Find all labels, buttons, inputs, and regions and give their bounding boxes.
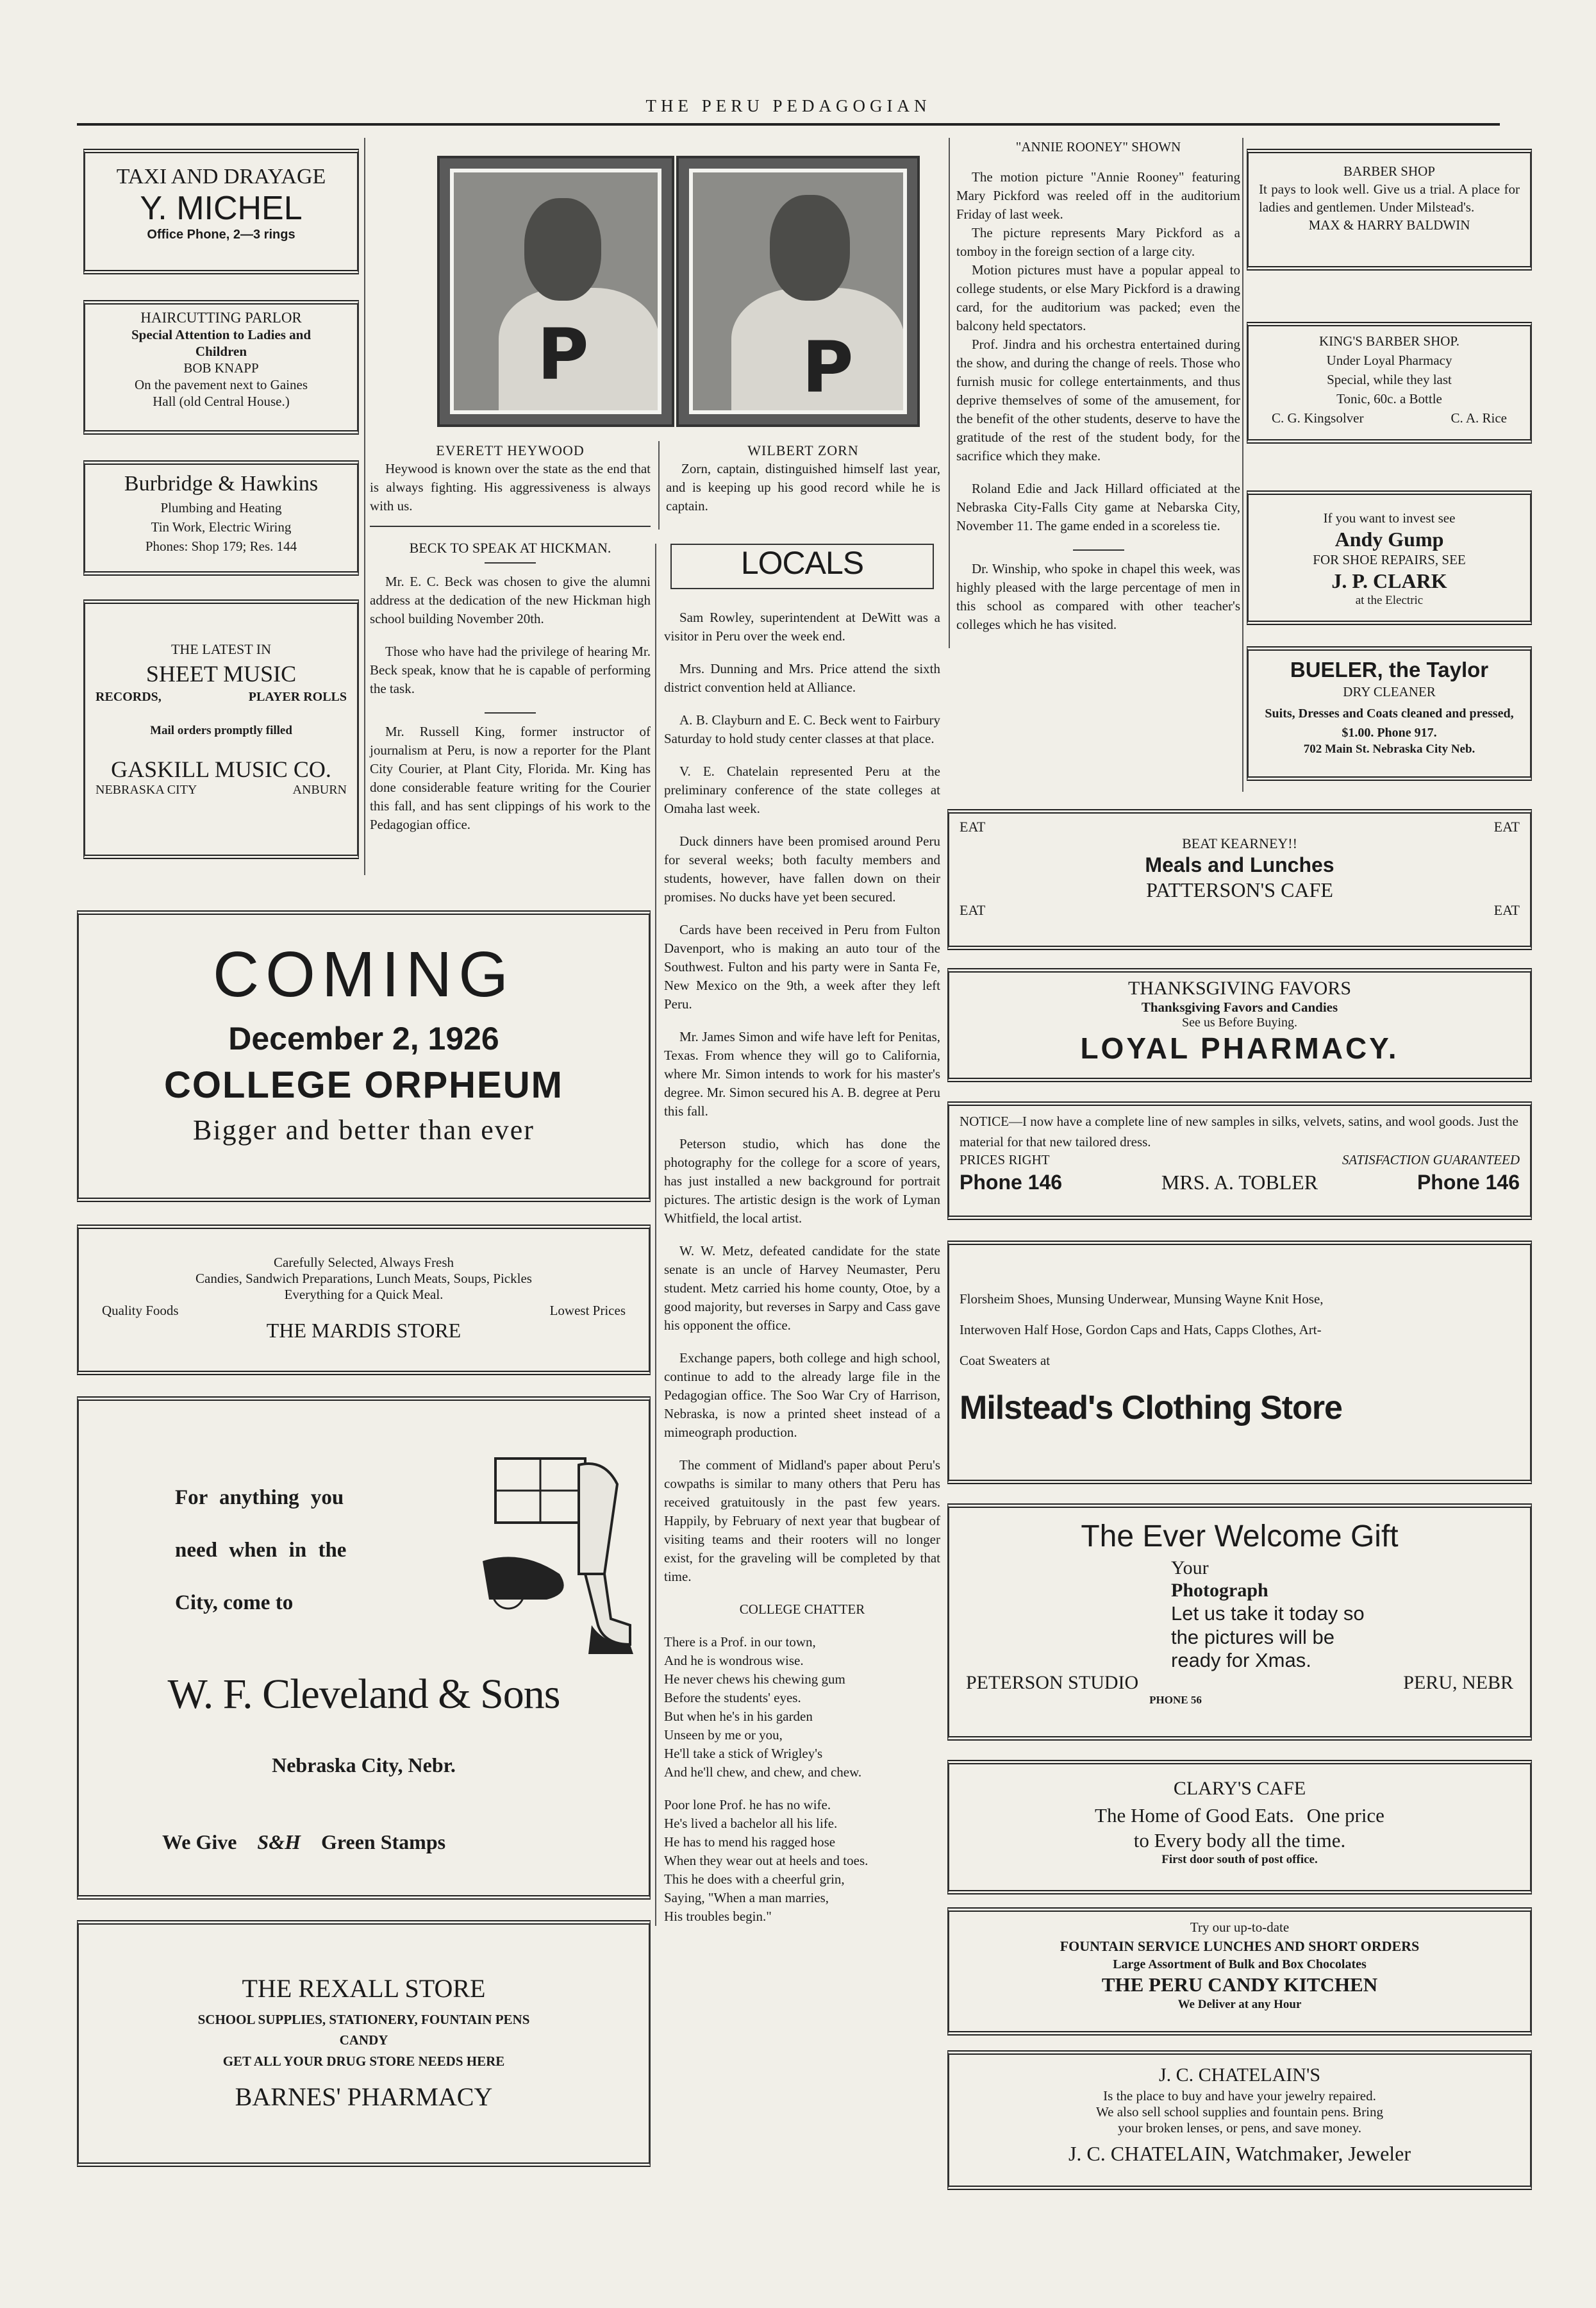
- local-item-3: V. E. Chatelain represented Peru at the preliminary conference of the state colleges at Omaha last week.: [664, 764, 940, 816]
- candy-line4: THE PERU CANDY KITCHEN: [1101, 1973, 1378, 1996]
- king-line4: Tonic, 60c. a Bottle: [1336, 391, 1442, 406]
- hair-line1: HAIRCUTTING PARLOR: [140, 310, 302, 326]
- page-header: THE PERU PEDAGOGIAN: [645, 96, 931, 115]
- bueler-ad: [1247, 646, 1532, 781]
- local-item-2: A. B. Clayburn and E. C. Beck went to Fairbury Saturday to hold study center classes at that place.: [664, 712, 940, 746]
- taxi-line1: TAXI AND DRAYAGE: [116, 165, 326, 188]
- tobler-line1: NOTICE—I now have a complete line of new samples in silks, velvets, satins, and wool goods. Just the material for that new tailored dress.: [960, 1114, 1518, 1150]
- music-line1: THE LATEST IN: [170, 641, 272, 657]
- zorn-text: Zorn, captain, distinguished himself last year, and is keeping up his good record while he is captain.: [666, 461, 940, 514]
- tobler-line2a: PRICES RIGHT: [960, 1152, 1050, 1167]
- clary-line1: CLARY'S CAFE: [1173, 1778, 1306, 1799]
- coming-line3: COLLEGE ORPHEUM: [164, 1064, 563, 1106]
- beck-p3: Mr. Russell King, former instructor of journalism at Peru, is now a reporter for the Plant City Courier, at Plant City, Florida. Mr. King has done considerable feature writing for the Courier this fall, and has sent clippings of his work to the Pedagogian office.: [370, 724, 651, 832]
- hair-line3: Children: [195, 344, 247, 359]
- barber-line1: BARBER SHOP: [1343, 163, 1435, 179]
- eat-label: EAT: [960, 902, 986, 918]
- annie-p6: Dr. Winship, who spoke in chapel this week, was highly pleased with the large percentage of men in this school as compared with other teacher's colleges which he has visited.: [956, 561, 1240, 632]
- gift-line4: Let us take it today so: [1171, 1602, 1365, 1625]
- local-item-10: The comment of Midland's paper about Peru's cowpaths is similar to many others that Peru has received gratuitously in the past few years. Happily, by February of next year that bugbear of visiting teams and their rooters will no longer exist, for the graveling will be completed by that time.: [664, 1457, 940, 1584]
- poem1-line: And he is wondrous wise.: [664, 1653, 804, 1668]
- tobler-name: MRS. A. TOBLER: [1161, 1171, 1318, 1194]
- zorn-caption-block: [658, 441, 940, 530]
- candy-kitchen-ad: [947, 1907, 1532, 2036]
- mardis-line3: Everything for a Quick Meal.: [284, 1287, 444, 1302]
- poem1-line: Unseen by me or you,: [664, 1727, 783, 1743]
- loyal-line4: LOYAL PHARMACY.: [1080, 1032, 1399, 1065]
- beck-headline: BECK TO SPEAK AT HICKMAN.: [409, 540, 611, 556]
- gift-line1: The Ever Welcome Gift: [1081, 1519, 1399, 1553]
- rexall-line4: GET ALL YOUR DRUG STORE NEEDS HERE: [222, 2053, 505, 2069]
- gump-line2: Andy Gump: [1334, 528, 1444, 551]
- burb-line2: Plumbing and Heating: [160, 500, 282, 515]
- shoes-illustration: [483, 1446, 636, 1657]
- bueler-line4: 702 Main St. Nebraska City Neb.: [1303, 742, 1475, 756]
- poem2-line: This he does with a cheerful grin,: [664, 1871, 845, 1887]
- patterson-line1: BEAT KEARNEY!!: [1182, 835, 1297, 851]
- chatelain-line2: Is the place to buy and have your jewelry repaired.: [1103, 2088, 1376, 2103]
- gift-phone: PHONE 56: [1149, 1694, 1202, 1706]
- candy-line1: Try our up-to-date: [1190, 1919, 1290, 1935]
- coming-line1: COMING: [212, 939, 515, 1010]
- local-item-0: Sam Rowley, superintendent at DeWitt was a visitor in Peru over the week end.: [664, 610, 940, 644]
- annie-title: "ANNIE ROONEY" SHOWN: [1015, 139, 1181, 155]
- mardis-line2: Candies, Sandwich Preparations, Lunch Meats, Soups, Pickles: [195, 1271, 532, 1286]
- cleveland-line4: W. F. Cleveland & Sons: [167, 1671, 560, 1718]
- coming-line4: Bigger and better than ever: [193, 1114, 535, 1146]
- mardis-prices: Lowest Prices: [549, 1303, 626, 1318]
- hair-line4: BOB KNAPP: [183, 360, 259, 376]
- loyal-pharmacy-ad: [947, 968, 1532, 1082]
- king-line5b: C. A. Rice: [1451, 410, 1507, 426]
- milstead-line2: Interwoven Half Hose, Gordon Caps and Hats, Capps Clothes, Art-: [960, 1322, 1322, 1337]
- king-line5a: C. G. Kingsolver: [1272, 410, 1364, 426]
- chatter-poem-1: [664, 1633, 940, 1782]
- music-line4: Mail orders promptly filled: [150, 724, 292, 737]
- milstead-line1: Florsheim Shoes, Munsing Underwear, Munsing Wayne Knit Hose,: [960, 1291, 1324, 1307]
- tobler-phone: Phone 146: [960, 1171, 1063, 1194]
- green-stamps-line: [162, 1830, 445, 1854]
- gift-line3: Photograph: [1171, 1580, 1268, 1601]
- milstead-line4: Milstead's Clothing Store: [960, 1389, 1342, 1426]
- haircutting-ad: [83, 300, 359, 435]
- clary-line2b: One price: [1306, 1804, 1384, 1827]
- poem2-line: He has to mend his ragged hose: [664, 1834, 836, 1850]
- gift-studio: PETERSON STUDIO: [966, 1672, 1139, 1693]
- local-item-1: Mrs. Dunning and Mrs. Price attend the sixth district convention held at Alliance.: [664, 661, 940, 695]
- burb-line4: Phones: Shop 179; Res. 144: [145, 539, 297, 554]
- mardis-store-ad: [77, 1225, 651, 1375]
- music-line6b: ANBURN: [292, 783, 347, 797]
- mardis-quality: Quality Foods: [102, 1303, 179, 1318]
- loyal-line2: Thanksgiving Favors and Candies: [1141, 999, 1338, 1015]
- poem2-line: His troubles begin.": [664, 1909, 772, 1924]
- photo-heywood: P: [437, 156, 674, 427]
- beck-column: [370, 526, 651, 848]
- taxi-line2: Y. MICHEL: [140, 190, 303, 227]
- clarys-cafe-ad: [947, 1760, 1532, 1894]
- taxi-ad: [83, 149, 359, 274]
- patterson-cafe-ad: [947, 809, 1532, 950]
- bueler-line2: DRY CLEANER: [1343, 684, 1436, 699]
- gump-line3: FOR SHOE REPAIRS, SEE: [1313, 552, 1466, 567]
- rexall-line5: BARNES' PHARMACY: [235, 2082, 493, 2111]
- music-line3a: RECORDS,: [96, 690, 162, 704]
- locals-title: LOCALS: [740, 545, 864, 581]
- poem2-line: Saying, "When a man marries,: [664, 1890, 829, 1905]
- cleveland-line3: City, come to: [175, 1591, 294, 1614]
- beck-p1: Mr. E. C. Beck was chosen to give the alumni address at the dedication of the new Hickman high school building November 20th.: [370, 574, 651, 626]
- local-item-7: Peterson studio, which has done the photography for the college for a score of years, has just installed a new background for portrait pictures. The artistic design is the work of Lyman Whitfield, the local artist.: [664, 1136, 940, 1226]
- poem1-line: He never chews his chewing gum: [664, 1671, 845, 1687]
- rexall-store-ad: [77, 1920, 651, 2167]
- zorn-caption: WILBERT ZORN: [747, 442, 859, 458]
- loyal-line3: See us Before Buying.: [1182, 1016, 1297, 1030]
- photo-zorn: P: [676, 156, 920, 427]
- gump-line4: J. P. CLARK: [1331, 569, 1447, 592]
- chatelain-line5: J. C. CHATELAIN, Watchmaker, Jeweler: [1068, 2142, 1411, 2165]
- taxi-line3: Office Phone, 2—3 rings: [147, 228, 295, 242]
- king-line1: KING'S BARBER SHOP.: [1318, 333, 1460, 349]
- clary-line4: First door south of post office.: [1161, 1853, 1318, 1866]
- cleveland-stamps: Green Stamps: [321, 1830, 446, 1853]
- heywood-caption-block: [370, 441, 651, 530]
- gift-line2: Your: [1171, 1557, 1209, 1578]
- burb-line1: Burbridge & Hawkins: [124, 472, 319, 496]
- annie-p4: Prof. Jindra and his orchestra entertained during the show, and during the change of reels. Those who furnish music for college entertainments, and thus deprive themselves of some of the amusement, for the benefit of the other students, deserve to have the gratitude of the rest of the student body, for the sacrifice which they make.: [956, 337, 1240, 464]
- peterson-gift-ad: [947, 1503, 1532, 1741]
- local-item-8: W. W. Metz, defeated candidate for the state senate is an uncle of Harvey Neumaster, Peru student. Metz carried his home county, Otoe, by a good majority, but reverses in Sarpy and Cass gave his opponent the office.: [664, 1243, 940, 1333]
- coming-orpheum-ad: [77, 910, 651, 1202]
- gump-line5: at the Electric: [1355, 594, 1424, 607]
- mardis-line1: Carefully Selected, Always Fresh: [273, 1255, 454, 1270]
- candy-line2: FOUNTAIN SERVICE LUNCHES AND SHORT ORDERS: [1060, 1938, 1420, 1954]
- tobler-phone: Phone 146: [1417, 1171, 1520, 1194]
- bueler-line3: Suits, Dresses and Coats cleaned and pressed, $1.00. Phone 917.: [1265, 707, 1514, 740]
- eat-label: EAT: [960, 819, 986, 835]
- poem1-line: There is a Prof. in our town,: [664, 1634, 816, 1650]
- chatter-poem-2: [664, 1796, 940, 1926]
- gift-city: PERU, NEBR: [1403, 1672, 1513, 1693]
- rexall-line3: CANDY: [339, 2032, 388, 2048]
- tobler-line2b: SATISFACTION GUARANTEED: [1342, 1152, 1520, 1167]
- heywood-text: Heywood is known over the state as the end that is always fighting. His aggressiveness is always with us.: [370, 461, 651, 514]
- poem2-line: He's lived a bachelor all his life.: [664, 1816, 838, 1831]
- barber-shop-ad: [1247, 149, 1532, 271]
- heywood-caption: EVERETT HEYWOOD: [436, 442, 585, 458]
- annie-column: [949, 138, 1240, 648]
- poem2-line: When they wear out at heels and toes.: [664, 1853, 869, 1868]
- annie-p2: The picture represents Mary Pickford as a tomboy in the foreign section of a large city.: [956, 225, 1240, 259]
- hair-line5: On the pavement next to Gaines: [134, 377, 308, 392]
- burbridge-ad: [83, 460, 359, 576]
- sh-logo: S&H: [257, 1830, 301, 1853]
- cleveland-line2: need when in the: [175, 1539, 347, 1562]
- chatelain-ad: [947, 2050, 1532, 2190]
- cleveland-line5: Nebraska City, Nebr.: [272, 1753, 456, 1777]
- milstead-line3: Coat Sweaters at: [960, 1353, 1051, 1368]
- eat-label: EAT: [1493, 819, 1520, 835]
- cleveland-line1: For anything you: [175, 1486, 344, 1509]
- mardis-line5: THE MARDIS STORE: [266, 1319, 461, 1342]
- burb-line3: Tin Work, Electric Wiring: [151, 519, 292, 535]
- barber-line2: It pays to look well. Give us a trial. A place for ladies and gentlemen. Under Milstead's.: [1259, 181, 1520, 215]
- cleveland-give: We Give: [162, 1830, 237, 1853]
- patterson-line2: Meals and Lunches: [1145, 853, 1334, 876]
- music-line5: GASKILL MUSIC CO.: [111, 757, 331, 782]
- local-item-4: Duck dinners have been promised around Peru for several weeks; both faculty members and students, however, have fallen down on their promises. No ducks have yet been secured.: [664, 833, 940, 905]
- coming-line2: December 2, 1926: [228, 1021, 499, 1057]
- cleveland-ad: [77, 1396, 651, 1900]
- chatelain-line3: We also sell school supplies and fountain pens. Bring: [1096, 2104, 1383, 2120]
- music-line2: SHEET MUSIC: [145, 661, 297, 687]
- candy-line5: We Deliver at any Hour: [1177, 1998, 1302, 2011]
- poem1-line: And he'll chew, and chew, and chew.: [664, 1764, 862, 1780]
- locals-title-box: [670, 544, 934, 589]
- patterson-line3: PATTERSON'S CAFE: [1146, 878, 1333, 901]
- eat-label: EAT: [1493, 902, 1520, 918]
- barber-line3: MAX & HARRY BALDWIN: [1308, 217, 1470, 233]
- king-line3: Special, while they last: [1327, 372, 1452, 387]
- poem1-line: But when he's in his garden: [664, 1709, 813, 1724]
- local-item-6: Mr. James Simon and wife have left for Penitas, Texas. From whence they will go to California, where Mr. Simon intends to work for his master's degree. Mr. Simon secured his A. B. degree at Peru this fall.: [664, 1029, 940, 1119]
- poem2-line: Poor lone Prof. he has no wife.: [664, 1797, 831, 1812]
- milstead-ad: [947, 1241, 1532, 1484]
- local-item-9: Exchange papers, both college and high school, continue to add to the already large file in the Pedagogian office. The Soo War Cry of Harrison, Nebraska, is now a printed sheet instead of a mimeograph production.: [664, 1350, 940, 1440]
- rexall-line1: THE REXALL STORE: [242, 1974, 486, 2003]
- beck-p2: Those who have had the privilege of hearing Mr. Beck speak, know that he is capable of performing the task.: [370, 644, 651, 696]
- hair-line2: Special Attention to Ladies and: [131, 327, 312, 342]
- gump-line1: If you want to invest see: [1323, 510, 1456, 526]
- chatelain-line1: J. C. CHATELAIN'S: [1158, 2064, 1321, 2086]
- king-line2: Under Loyal Pharmacy: [1326, 353, 1452, 368]
- loyal-line1: THANKSGIVING FAVORS: [1127, 978, 1352, 999]
- hair-line6: Hall (old Central House.): [153, 394, 290, 409]
- poem1-line: He'll take a stick of Wrigley's: [664, 1746, 823, 1761]
- kings-barber-ad: [1247, 322, 1532, 444]
- tobler-ad: [947, 1101, 1532, 1220]
- annie-p3: Motion pictures must have a popular appeal to college students, or else Mary Pickford is a drawing card, for the auditorium was packed; even the balcony held spectators.: [956, 262, 1240, 333]
- gaskill-music-ad: [83, 599, 359, 859]
- column-rule: [364, 138, 365, 875]
- gift-line6: ready for Xmas.: [1171, 1649, 1311, 1671]
- bueler-line1: BUELER, the Taylor: [1290, 658, 1489, 682]
- gift-line5: the pictures will be: [1171, 1626, 1335, 1648]
- column-rule: [1242, 138, 1243, 792]
- clary-line2a: The Home of Good Eats.: [1095, 1804, 1294, 1827]
- annie-p5: Roland Edie and Jack Hillard officiated at the Nebraska City-Falls City game at Nebarska City, November 11. The game ended in a scoreless tie.: [956, 481, 1240, 533]
- header-rule: [77, 123, 1500, 126]
- candy-line3: Large Assortment of Bulk and Box Chocolates: [1113, 1957, 1367, 1971]
- rexall-line2: SCHOOL SUPPLIES, STATIONERY, FOUNTAIN PENS: [197, 2012, 530, 2027]
- chatelain-line4: your broken lenses, or pens, and save money.: [1117, 2120, 1362, 2136]
- local-item-5: Cards have been received in Peru from Fulton Davenport, who is making an auto tour of the Southwest. Fulton and his party were in Santa Fe, New Mexico on the 9th, a week after they left Peru.: [664, 922, 940, 1012]
- annie-p1: The motion picture "Annie Rooney" featuring Mary Pickford was reeled off in the auditorium Friday of last week.: [956, 169, 1240, 222]
- poem1-line: Before the students' eyes.: [664, 1690, 801, 1705]
- clary-line3: to Every body all the time.: [1133, 1829, 1346, 1852]
- chatter-title: COLLEGE CHATTER: [739, 1601, 865, 1617]
- locals-column: [655, 544, 940, 1926]
- music-line6a: NEBRASKA CITY: [96, 783, 197, 797]
- music-line3b: PLAYER ROLLS: [248, 690, 347, 704]
- andy-gump-ad: [1247, 490, 1532, 625]
